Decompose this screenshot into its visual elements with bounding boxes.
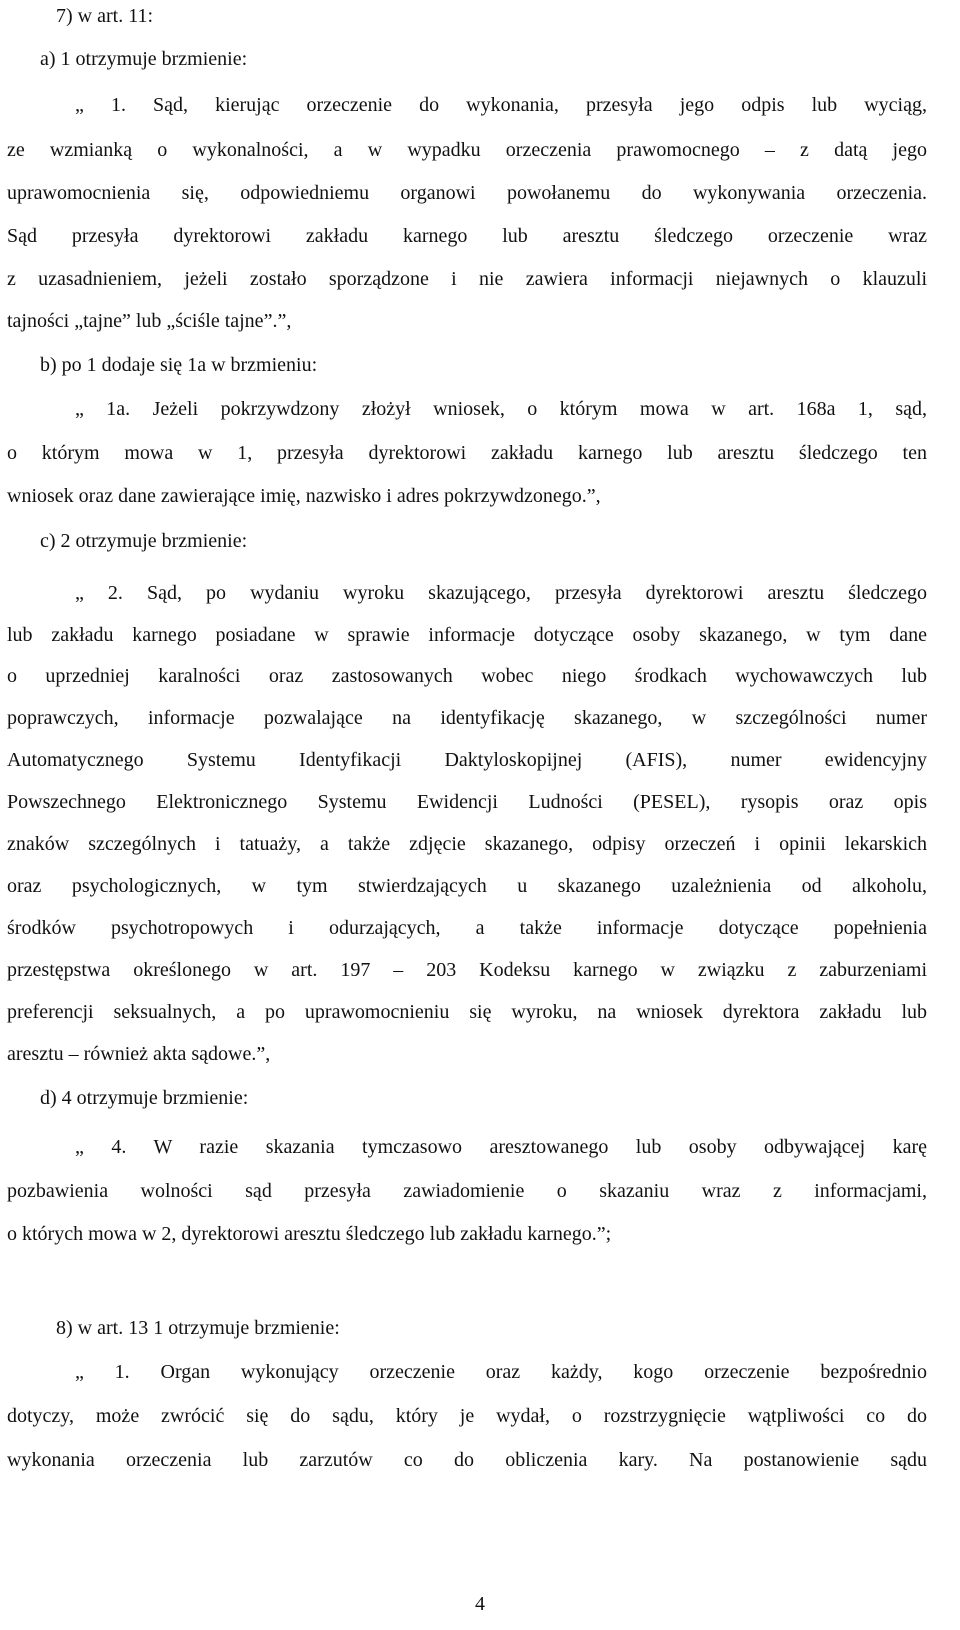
item-7-heading: 7) w art. 11: [56, 5, 154, 27]
subitem-b-heading: b) po 1 dodaje się 1a w brzmieniu: [40, 354, 318, 376]
paragraph-line: „ 2. Sąd, po wydaniu wyroku skazującego, przesyła dyrektorowi aresztu śledczego [75, 582, 927, 604]
paragraph-line: o uprzedniej karalności oraz zastosowanych wobec niego środkach wychowawczych lub [7, 665, 927, 687]
paragraph-line: Sąd przesyła dyrektorowi zakładu karnego lub aresztu śledczego orzeczenie wraz [7, 225, 927, 247]
paragraph-line: lub zakładu karnego posiadane w sprawie informacje dotyczące osoby skazanego, w tym dane [7, 624, 927, 646]
paragraph-line: aresztu – również akta sądowe.”, [7, 1043, 271, 1065]
paragraph-line: poprawczych, informacje pozwalające na identyfikację skazanego, w szczególności numer [7, 707, 927, 729]
paragraph-line: pozbawienia wolności sąd przesyła zawiadomienie o skazaniu wraz z informacjami, [7, 1180, 927, 1202]
paragraph-line: z uzasadnieniem, jeżeli zostało sporządzone i nie zawiera informacji niejawnych o klauzuli [7, 268, 927, 290]
subitem-c-heading: c) 2 otrzymuje brzmienie: [40, 530, 248, 552]
item-8-heading: 8) w art. 13 1 otrzymuje brzmienie: [56, 1317, 340, 1339]
paragraph-line: wniosek oraz dane zawierające imię, nazwisko i adres pokrzywdzonego.”, [7, 485, 601, 507]
paragraph-line: środków psychotropowych i odurzających, a także informacje dotyczące popełnienia [7, 917, 927, 939]
paragraph-line: przestępstwa określonego w art. 197 – 203 Kodeksu karnego w związku z zaburzeniami [7, 959, 927, 981]
subitem-d-heading: d) 4 otrzymuje brzmienie: [40, 1087, 249, 1109]
paragraph-line: dotyczy, może zwrócić się do sądu, który je wydał, o rozstrzygnięcie wątpliwości co do [7, 1405, 927, 1427]
paragraph-line: Powszechnego Elektronicznego Systemu Ewidencji Ludności (PESEL), rysopis oraz opis [7, 791, 927, 813]
paragraph-line: wykonania orzeczenia lub zarzutów co do obliczenia kary. Na postanowienie sądu [7, 1449, 927, 1471]
paragraph-line: o którym mowa w 1, przesyła dyrektorowi zakładu karnego lub aresztu śledczego ten [7, 442, 927, 464]
paragraph-line: „ 4. W razie skazania tymczasowo aresztowanego lub osoby odbywającej karę [75, 1136, 927, 1158]
paragraph-line: „ 1a. Jeżeli pokrzywdzony złożył wniosek, o którym mowa w art. 168a 1, sąd, [75, 398, 927, 420]
paragraph-line: „ 1. Organ wykonujący orzeczenie oraz każdy, kogo orzeczenie bezpośrednio [75, 1361, 927, 1383]
paragraph-line: znaków szczególnych i tatuaży, a także zdjęcie skazanego, odpisy orzeczeń i opinii lekarskich [7, 833, 927, 855]
paragraph-line: preferencji seksualnych, a po uprawomocnieniu się wyroku, na wniosek dyrektora zakładu lub [7, 1001, 927, 1023]
subitem-a-heading: a) 1 otrzymuje brzmienie: [40, 48, 248, 70]
paragraph-line: ze wzmianką o wykonalności, a w wypadku orzeczenia prawomocnego – z datą jego [7, 139, 927, 161]
paragraph-line: Automatycznego Systemu Identyfikacji Daktyloskopijnej (AFIS), numer ewidencyjny [7, 749, 927, 771]
paragraph-line: o których mowa w 2, dyrektorowi aresztu śledczego lub zakładu karnego.”; [7, 1223, 612, 1245]
paragraph-line: tajności „tajne” lub „ściśle tajne”.”, [7, 310, 292, 332]
paragraph-line: „ 1. Sąd, kierując orzeczenie do wykonania, przesyła jego odpis lub wyciąg, [75, 94, 927, 116]
paragraph-line: uprawomocnienia się, odpowiedniemu organowi powołanemu do wykonywania orzeczenia. [7, 182, 927, 204]
paragraph-line: oraz psychologicznych, w tym stwierdzających u skazanego uzależnienia od alkoholu, [7, 875, 927, 897]
page-number: 4 [475, 1593, 485, 1615]
